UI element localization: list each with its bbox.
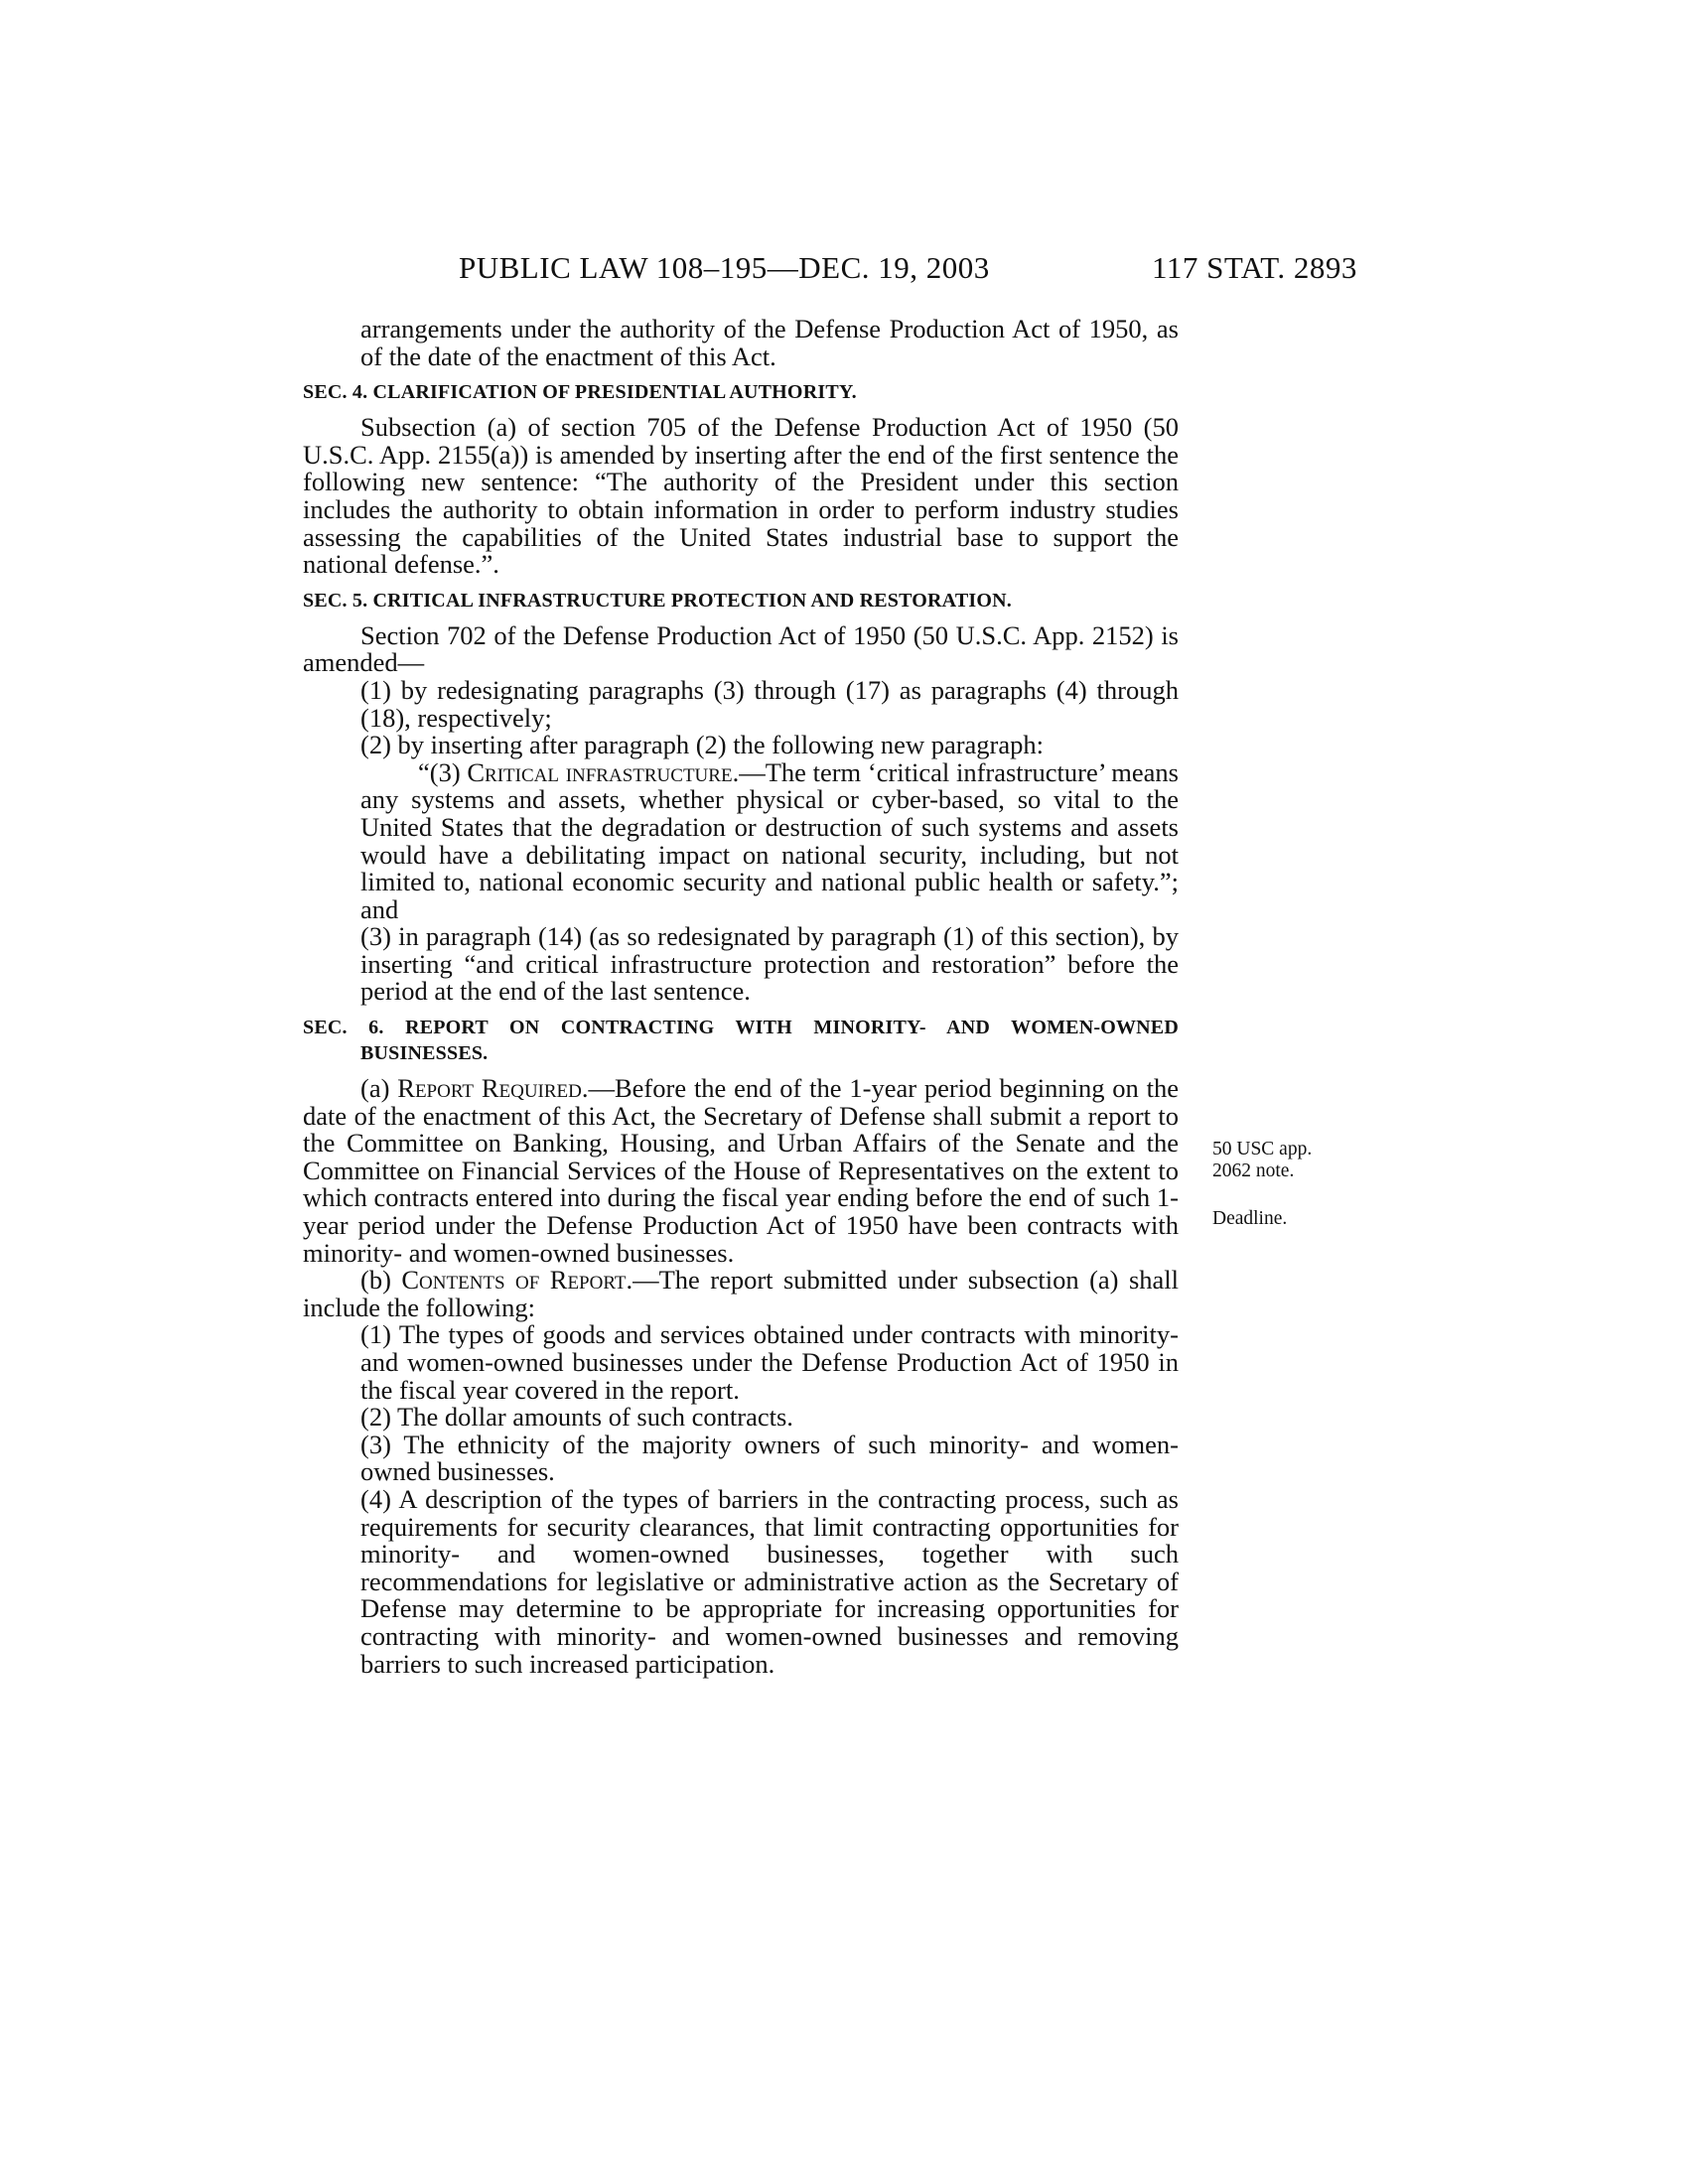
sec6-subsection-a	[303, 1075, 1179, 1267]
definition-body: .—The term ‘critical infrastructure’ means any systems and assets, whether physical or cyber-based, so vital to the United States that the degradation or destruction of such systems and assets would have a debilitating impact on national security, including, but not limited to, national economic security and national public health or safety.”; and	[360, 756, 1179, 924]
margin-note-usc-line1: 50 USC app.	[1212, 1139, 1313, 1160]
subsection-a-text: .—Before the end of the 1-year period beginning on the date of the enactment of this Act, the Secretary of Defense shall submit a report to the Committee on Banking, Housing, and Urban Affairs of the Senate and the Committee on Financial Services of the House of Representatives on the extent to which contracts entered into during the fiscal year ending before the end of such 1-year period under the Defense Production Act of 1950 have been contracts with minority- and women-owned businesses.	[303, 1073, 1179, 1268]
document-body	[303, 316, 1179, 1678]
sec5-quoted-definition	[303, 756, 1179, 924]
sec6-item-2: (2) The dollar amounts of such contracts.	[360, 1402, 793, 1433]
subsection-b-term: Contents of Report	[401, 1265, 627, 1296]
sec5-paragraph-3: (3) in paragraph (14) (as so redesignated by paragraph (1) of this section), by inserting “and critical infrastructure protection and restoration” before the period at the end of the last sentence.	[360, 921, 1179, 1007]
sec6-heading: SEC. 6. REPORT ON CONTRACTING WITH MINORITY- AND WOMEN-OWNED BUSINESSES.	[303, 1017, 1179, 1065]
sec6-item-4: (4) A description of the types of barriers in the contracting process, such as requirements for security clearances, that limit contracting opportunities for minority- and women-owned businesses, together with such recommendations for legislative or administrative action as the Secretary of Defense may determine to be appropriate for increasing opportunities for contracting with minority- and women-owned businesses and removing barriers to such increased participation.	[360, 1483, 1179, 1679]
sec6-item-3: (3) The ethnicity of the majority owners of such minority- and women-owned businesses.	[360, 1429, 1179, 1487]
sec6-item-1: (1) The types of goods and services obtained under contracts with minority- and women-owned businesses under the Defense Production Act of 1950 in the fiscal year covered in the report.	[360, 1319, 1179, 1405]
margin-note-deadline: Deadline.	[1212, 1208, 1288, 1229]
sec6-subsection-b	[303, 1267, 1179, 1321]
margin-note-usc	[1212, 1139, 1322, 1182]
defined-term: Critical infrastructure	[467, 756, 733, 787]
sec5-intro: Section 702 of the Defense Production Act of 1950 (50 U.S.C. App. 2152) is amended—	[303, 619, 1179, 678]
public-law-citation: PUBLIC LAW 108–195—DEC. 19, 2003	[459, 250, 990, 285]
sec5-paragraph-2: (2) by inserting after paragraph (2) the following new paragraph:	[360, 730, 1045, 760]
quote-open: “(3)	[418, 756, 468, 787]
subsection-a-term: Report Required	[397, 1073, 582, 1104]
running-head	[0, 250, 1688, 290]
sec5-paragraph-1: (1) by redesignating paragraphs (3) through (17) as paragraphs (4) through (18), respectively;	[360, 674, 1179, 733]
sec5-heading: SEC. 5. CRITICAL INFRASTRUCTURE PROTECTION AND RESTORATION.	[303, 589, 1012, 612]
sec4-text: Subsection (a) of section 705 of the Defense Production Act of 1950 (50 U.S.C. App. 2155(a)) is amended by inserting after the end of the first sentence the following new sentence: “The authority of the President under this section includes the authority to obtain information in order to perform industry studies assessing the capabilities of the United States industrial base to support the national defense.”.	[303, 412, 1179, 580]
margin-note-usc-line2: 2062 note.	[1212, 1160, 1295, 1181]
sec4-heading: SEC. 4. CLARIFICATION OF PRESIDENTIAL AUTHORITY.	[303, 381, 857, 404]
subsection-b-label: (b)	[360, 1265, 402, 1296]
opening-paragraph: arrangements under the authority of the Defense Production Act of 1950, as of the date of the enactment of this Act.	[360, 314, 1179, 371]
subsection-a-label: (a)	[360, 1073, 398, 1104]
statute-page-number: 117 STAT. 2893	[1152, 250, 1357, 285]
subsection-b-text: .—The report submitted under subsection (a) shall include the following:	[303, 1265, 1179, 1322]
